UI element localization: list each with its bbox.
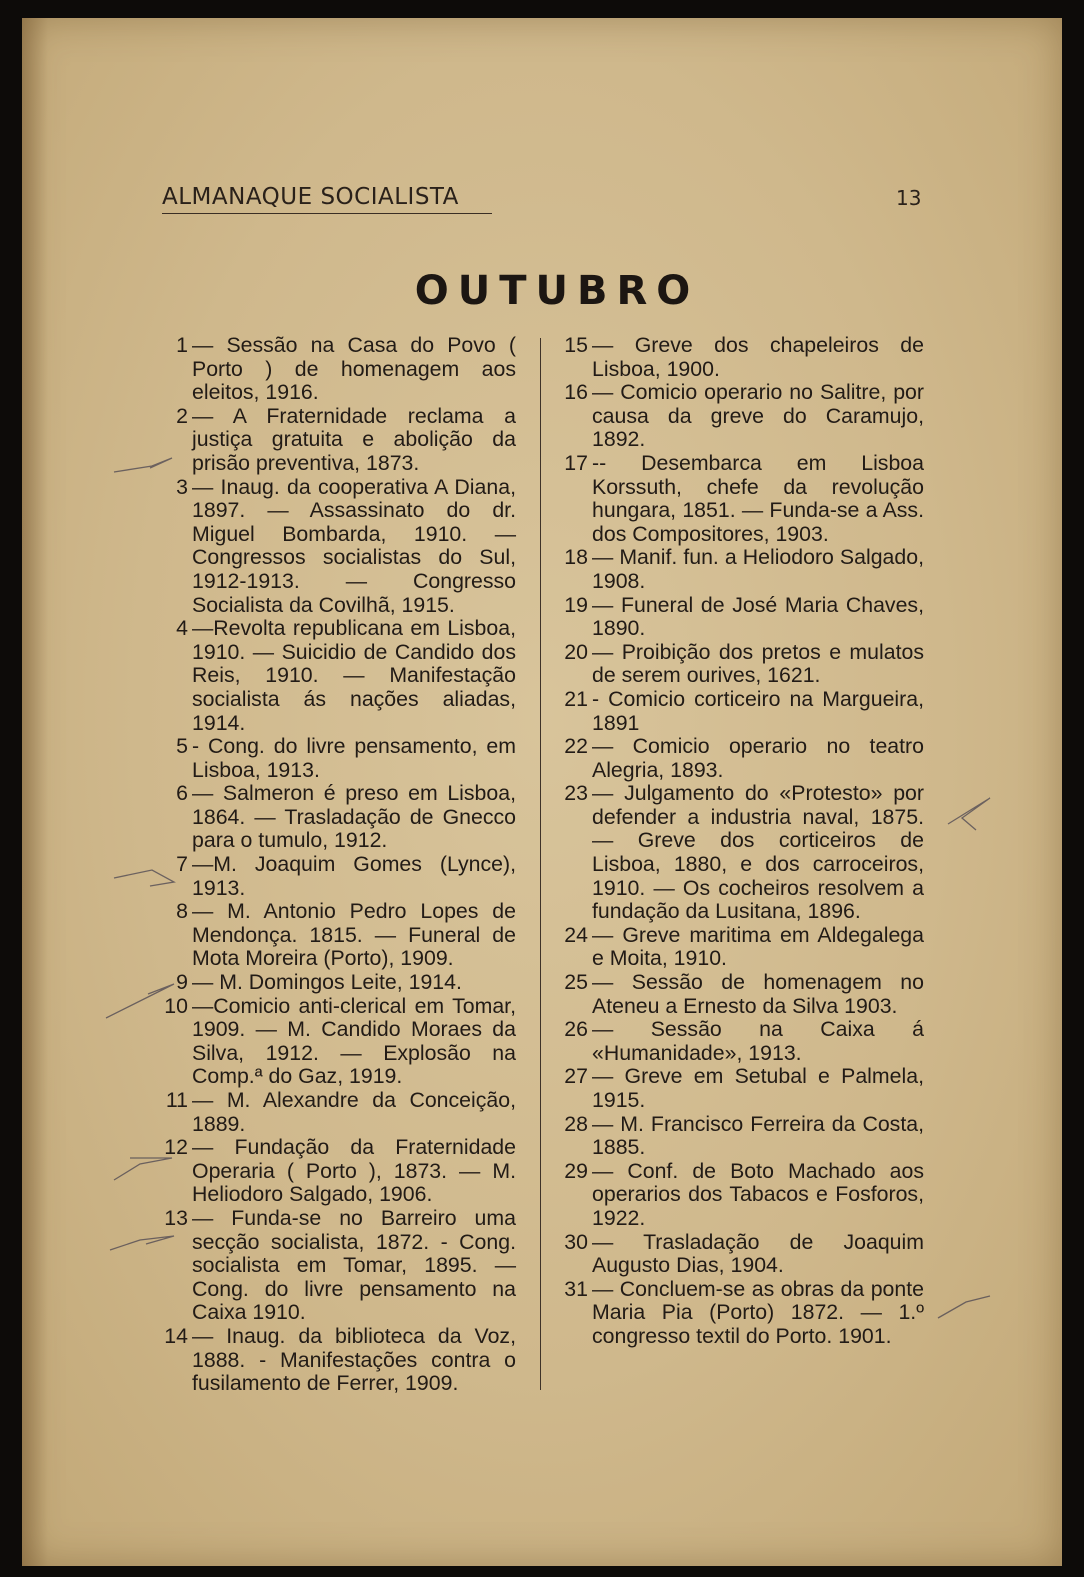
pencil-mark-12 [114, 1158, 172, 1180]
entry-day: 13 [164, 1205, 188, 1230]
entry-text: — M. Alexandre da Conceição, 1889. [192, 1088, 516, 1136]
entry-day: 15 [564, 333, 588, 357]
entry-day: 9 [176, 970, 188, 995]
entry-text: -- Desembarca em Lisboa Korssuth, chefe da revolução hungara, 1851. — Funda-se a Ass. dos Compositores, 1903. [592, 450, 924, 546]
entry-text: — Fundação da Fraternidade Operaria ( Porto ), 1873. — M. Heliodoro Salgado, 1906. [192, 1135, 516, 1207]
pencil-mark-13 [110, 1236, 174, 1250]
pencil-mark-31 [938, 1296, 990, 1318]
pencil-mark-9 [106, 984, 174, 1018]
entry-text: — M. Antonio Pedro Lopes de Mendonça. 1815. — Funeral de Mota Moreira (Porto), 1909. [192, 899, 516, 971]
entry-text: — Funda-se no Barreiro uma secção socialista, 1872. - Cong. socialista em Tomar, 1895. — Cong. do livre pensamento na Caixa 1910. [192, 1205, 516, 1325]
entry-text: — M. Francisco Ferreira da Costa, 1885. [592, 1111, 924, 1160]
entry-day: 12 [164, 1135, 188, 1160]
entry-day: 1 [176, 333, 188, 357]
entry-day: 11 [165, 1088, 188, 1112]
entry-day: 4 [176, 616, 188, 641]
entry-day: 24 [564, 922, 588, 947]
entry-text: — A Fraternidade reclama a justiça gratuita e abolição da prisão preventiva, 1873. [192, 403, 516, 475]
entry-text: — Trasladação de Joaquim Augusto Dias, 1904. [592, 1229, 924, 1278]
entry-text: — Inaug. da biblioteca da Voz, 1888. - Manifestações contra o fusilamento de Ferrer, 1909. [192, 1323, 516, 1396]
entry-day: 7 [176, 852, 188, 877]
pencil-mark-7 [114, 870, 174, 886]
month-title: OUTUBRO [414, 268, 700, 314]
entry-text: — Greve dos chapeleiros de Lisboa, 1900. [592, 333, 924, 381]
entry-day: 6 [176, 781, 188, 806]
entry-day: 2 [176, 403, 188, 428]
entry-text: —Revolta republicana em Lisboa, 1910. — Suicidio de Candido dos Reis, 1910. — Manifestação socialista ás nações aliadas, 1914. [192, 616, 516, 735]
entry-text: — Proibição dos pretos e mulatos de serem ourives, 1621. [592, 639, 924, 688]
entry-text: — Greve em Setubal e Palmela, 1915. [592, 1064, 924, 1112]
entry-text: — Salmeron é preso em Lisboa, 1864. — Trasladação de Gnecco para o tumulo, 1912. [192, 781, 516, 853]
entry-text: — Comicio operario no Salitre, por causa da greve do Caramujo, 1892. [592, 380, 924, 452]
pencil-mark-2 [114, 458, 172, 472]
entry-day: 16 [564, 380, 588, 405]
entry-text: — M. Domingos Leite, 1914. [192, 970, 462, 995]
entry-text: - Comicio corticeiro na Margueira, 1891 [592, 686, 924, 735]
almanac-page [22, 18, 1062, 1566]
entry-day: 30 [564, 1229, 588, 1254]
page-number: 13 [896, 186, 922, 210]
entry-text: — Concluem-se as obras da ponte Maria Pia (Porto) 1872. — 1.º congresso textil do Porto. 1901. [592, 1276, 924, 1348]
entry-text: — Conf. de Boto Machado aos operarios dos Tabacos e Fosforos, 1922. [592, 1158, 924, 1230]
entry-day: 27 [564, 1064, 588, 1089]
entry-text: - Cong. do livre pensamento, em Lisboa, 1913. [192, 734, 516, 782]
entry-text: —Comicio anti-clerical em Tomar, 1909. — M. Candido Moraes da Silva, 1912. — Explosão na Comp.ª do Gaz, 1919. [192, 993, 516, 1089]
entry-text: —M. Joaquim Gomes (Lynce), 1913. [192, 852, 516, 900]
entry-day: 10 [164, 993, 188, 1018]
entry-text: — Funeral de José Maria Chaves, 1890. [592, 592, 924, 641]
entry-day: 8 [176, 899, 188, 924]
entry-text: — Sessão de homenagem no Ateneu a Ernesto da Silva 1903. [592, 970, 924, 1018]
entry-text: — Julgamento do «Protesto» por defender a industria naval, 1875. — Greve dos corticeiros de Lisboa, 1880, e dos carroceiros, 1910. — Os cocheiros resolvem a fundação da Lusitana, 1896. [592, 781, 924, 924]
entry-day: 21 [564, 686, 588, 711]
entry-text: — Inaug. da cooperativa A Diana, 1897. — Assassinato do dr. Miguel Bombarda, 1910. — Congressos socialistas do Sul, 1912-1913. — Congresso Socialista da Covilhã, 1915. [192, 474, 516, 617]
pencil-mark-23 [948, 798, 990, 830]
entry-text: — Sessão na Caixa á «Humanidade», 1913. [592, 1017, 924, 1065]
pencil-marks [22, 18, 1062, 1566]
entry-day: 31 [564, 1276, 588, 1301]
entry-day: 14 [164, 1323, 188, 1348]
running-header: ALMANAQUE SOCIALISTA [162, 184, 459, 210]
entry-day: 19 [564, 592, 588, 617]
entry-text: — Manif. fun. a Heliodoro Salgado, 1908. [592, 545, 924, 593]
entry-day: 17 [564, 450, 588, 475]
entry-day: 20 [564, 639, 588, 664]
entry-day: 23 [564, 781, 588, 806]
entry-day: 22 [564, 734, 588, 759]
entry-day: 26 [564, 1017, 588, 1042]
entry-day: 5 [176, 734, 188, 759]
entry-text: — Sessão na Casa do Povo ( Porto ) de homenagem aos eleitos, 1916. [192, 333, 516, 405]
entry-text: — Comicio operario no teatro Alegria, 1893. [592, 734, 924, 782]
entry-day: 3 [176, 474, 188, 499]
entry-day: 28 [564, 1111, 588, 1136]
entry-day: 25 [564, 970, 588, 995]
entry-day: 18 [564, 545, 588, 570]
entry-text: — Greve maritima em Aldegalega e Moita, 1910. [592, 922, 924, 971]
entry-day: 29 [564, 1158, 588, 1183]
